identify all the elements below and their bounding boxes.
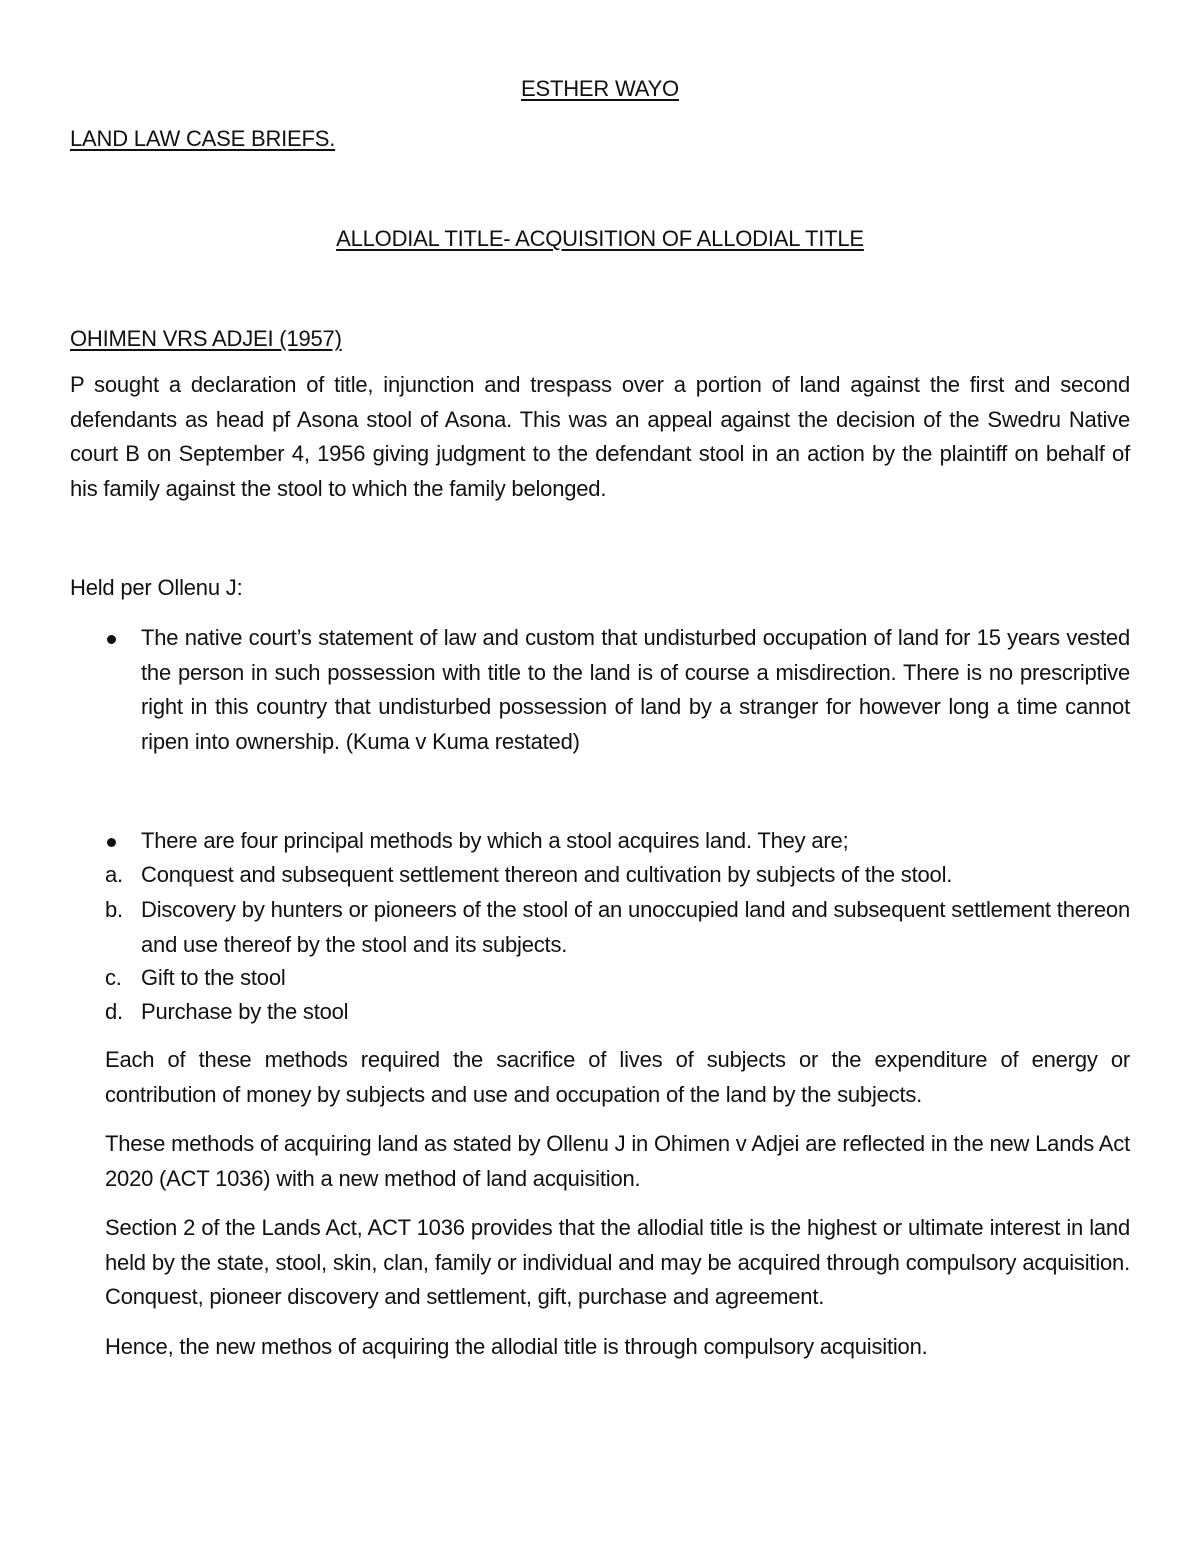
- method-list-item: [105, 995, 1130, 1030]
- bullet-text: There are four principal methods by which a stool acquires land. They are;: [141, 828, 849, 853]
- list-marker: d.: [105, 999, 123, 1024]
- held-label: Held per Ollenu J:: [70, 575, 243, 600]
- bullet-text: The native court’s statement of law and custom that undisturbed occupation of land for 15 years vested the person in such possession with title to the land is of course a misdirection. There is no prescriptive right in this country that undisturbed possession of land by a stranger for however long a time cannot ripen into ownership. (Kuma v Kuma restated): [141, 625, 1130, 754]
- section-title: ALLODIAL TITLE- ACQUISITION OF ALLODIAL TITLE: [336, 226, 864, 251]
- method-text: Discovery by hunters or pioneers of the stool of an unoccupied land and subsequent settlement thereon and use thereof by the stool and its subjects.: [141, 897, 1130, 957]
- list-marker: c.: [105, 965, 122, 990]
- list-marker: b.: [105, 897, 123, 922]
- bullet-item: [105, 621, 1130, 759]
- list-marker: a.: [105, 862, 123, 887]
- body-paragraph: These methods of acquiring land as stated by Ollenu J in Ohimen v Adjei are reflected in the new Lands Act 2020 (ACT 1036) with a new method of land acquisition.: [105, 1131, 1130, 1191]
- document-title: LAND LAW CASE BRIEFS.: [70, 126, 336, 151]
- author-name: ESTHER WAYO: [521, 76, 679, 101]
- method-text: Conquest and subsequent settlement thereon and cultivation by subjects of the stool.: [141, 862, 953, 887]
- method-list-item: [105, 858, 1130, 893]
- method-list-item: [105, 893, 1130, 962]
- method-text: Purchase by the stool: [141, 999, 349, 1024]
- method-list-item: [105, 961, 1130, 996]
- bullet-item: [105, 824, 1130, 859]
- body-paragraph: Each of these methods required the sacrifice of lives of subjects or the expenditure of energy or contribution of money by subjects and use and occupation of the land by the subjects.: [105, 1047, 1130, 1107]
- case-facts-paragraph: P sought a declaration of title, injunction and trespass over a portion of land against the first and second defendants as head pf Asona stool of Asona. This was an appeal against the decision of the Swedru Native court B on September 4, 1956 giving judgment to the defendant stool in an action by the plaintiff on behalf of his family against the stool to which the family belonged.: [70, 372, 1130, 501]
- case-title: OHIMEN VRS ADJEI (1957): [70, 326, 342, 351]
- body-paragraph: Section 2 of the Lands Act, ACT 1036 provides that the allodial title is the highest or ultimate interest in land held by the state, stool, skin, clan, family or individual and may be acquired through compulsory acquisition. Conquest, pioneer discovery and settlement, gift, purchase and agreement.: [105, 1215, 1130, 1309]
- method-text: Gift to the stool: [141, 965, 286, 990]
- body-paragraph: Hence, the new methos of acquiring the allodial title is through compulsory acquisition.: [105, 1334, 928, 1359]
